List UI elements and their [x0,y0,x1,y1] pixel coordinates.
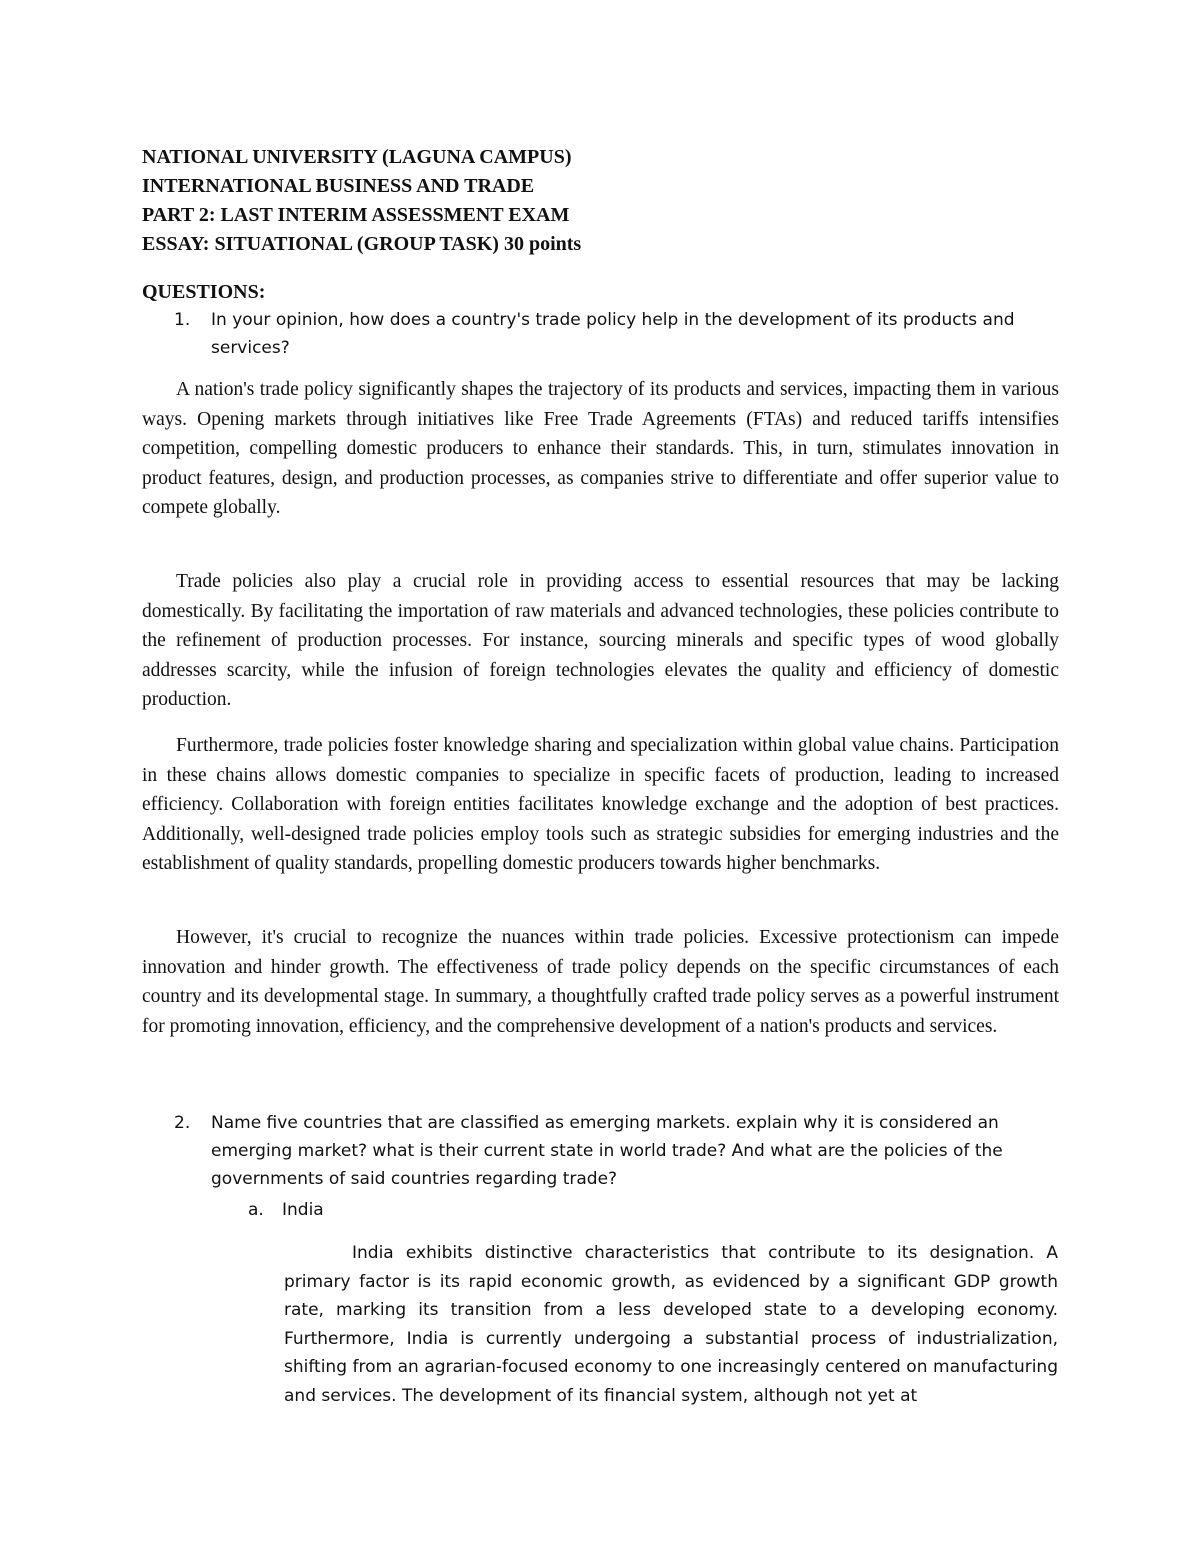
sub-item-title: India [282,1200,324,1220]
question-1 [176,306,1046,362]
sub-item-letter: a. [248,1200,264,1220]
header-course: INTERNATIONAL BUSINESS AND TRADE [142,175,535,197]
header-exam: PART 2: LAST INTERIM ASSESSMENT EXAM [142,204,570,226]
document-header [142,143,581,259]
header-university: NATIONAL UNIVERSITY (LAGUNA CAMPUS) [142,146,572,168]
question-2-number: 2. [174,1113,191,1133]
question-1-text: In your opinion, how does a country's trade policy help in the development of its products and services? [211,310,1015,358]
answer-1-paragraph-1: A nation's trade policy significantly shapes the trajectory of its products and services, impacting them in various ways. Opening markets through initiatives like Free Trade Agreements (FTAs) and reduced tariffs intensifies competition, compelling domestic producers to enhance their standards. This, in turn, stimulates innovation in product features, design, and production processes, as companies strive to differentiate and offer superior value to compete globally. [142,379,1059,518]
questions-heading: QUESTIONS: [142,281,266,303]
sub-item-india [248,1196,324,1224]
answer-1-paragraph-2: Trade policies also play a crucial role in providing access to essential resources that may be lacking domestically. By facilitating the importation of raw materials and advanced technologies, these policies contribute to the refinement of production processes. For instance, sourcing minerals and specific types of wood globally addresses scarcity, while the infusion of foreign technologies elevates the quality and efficiency of domestic production. [142,571,1059,710]
question-1-number: 1. [174,310,191,330]
india-paragraph: India exhibits distinctive characteristics that contribute to its designation. A primary factor is its rapid economic growth, as evidenced by a significant GDP growth rate, marking its transition from a less developed state to a developing economy. Furthermore, India is currently undergoing a substantial process of industrialization, shifting from an agrarian-focused economy to one increasingly centered on manufacturing and services. The development of its financial system, although not yet at [284,1243,1058,1406]
question-2 [176,1109,1046,1193]
answer-1-paragraph-4: However, it's crucial to recognize the nuances within trade policies. Excessive protectionism can impede innovation and hinder growth. The effectiveness of trade policy depends on the specific circumstances of each country and its developmental stage. In summary, a thoughtfully crafted trade policy serves as a powerful instrument for promoting innovation, efficiency, and the comprehensive development of a nation's products and services. [142,927,1059,1037]
header-essay: ESSAY: SITUATIONAL (GROUP TASK) 30 points [142,233,582,255]
question-2-text: Name five countries that are classified as emerging markets. explain why it is considered an emerging market? what is their current state in world trade? And what are the policies of the governments of said countries regarding trade? [211,1113,1003,1189]
answer-1-paragraph-3: Furthermore, trade policies foster knowledge sharing and specialization within global value chains. Participation in these chains allows domestic companies to specialize in specific facets of production, leading to increased efficiency. Collaboration with foreign entities facilitates knowledge exchange and the adoption of best practices. Additionally, well-designed trade policies employ tools such as strategic subsidies for emerging industries and the establishment of quality standards, propelling domestic producers towards higher benchmarks. [142,735,1059,874]
